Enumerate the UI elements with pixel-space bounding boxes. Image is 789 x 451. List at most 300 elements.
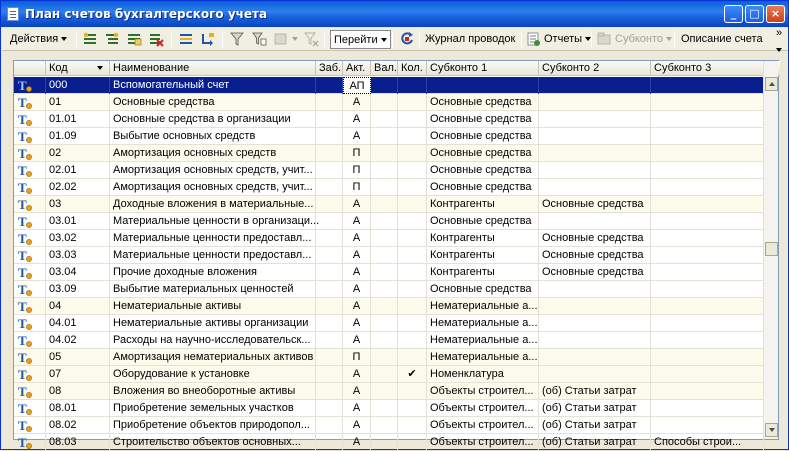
subconto-2-cell[interactable] [539,213,651,230]
name-cell[interactable]: Приобретение объектов природопол... [110,417,316,434]
column-header-subconto-1[interactable]: Субконто 1 [427,61,539,76]
name-cell[interactable]: Нематериальные активы [110,298,316,315]
name-cell[interactable]: Материальные ценности предоставл... [110,247,316,264]
subconto-3-cell[interactable] [651,332,764,349]
off-balance-cell[interactable] [316,162,343,179]
svg-text:T: T [18,163,27,178]
account-type-cell[interactable] [14,281,46,298]
subconto-2-cell[interactable]: (об) Статьи затрат [539,417,651,434]
scroll-up-button[interactable] [765,77,778,91]
subconto-2-cell[interactable] [539,77,651,94]
currency-cell[interactable] [371,179,398,196]
svg-text:T: T [18,78,27,93]
title-bar[interactable] [1,1,788,27]
quantity-cell[interactable] [398,77,427,94]
subconto-3-cell[interactable] [651,349,764,366]
off-balance-cell[interactable] [316,417,343,434]
subconto-1-cell[interactable]: Основные средства [427,111,539,128]
code-cell[interactable]: 03.03 [46,247,110,264]
subconto-1-cell[interactable]: Основные средства [427,128,539,145]
subconto-menu-button[interactable] [613,30,674,49]
quantity-cell[interactable] [398,417,427,434]
name-cell[interactable]: Амортизация основных средств, учит... [110,179,316,196]
code-cell[interactable]: 08.02 [46,417,110,434]
subconto-2-cell[interactable] [539,315,651,332]
add-group-icon[interactable] [104,31,120,47]
off-balance-cell[interactable] [316,434,343,451]
name-cell[interactable]: Расходы на научно-исследовательск... [110,332,316,349]
name-cell[interactable]: Амортизация основных средств, учит... [110,162,316,179]
subconto-3-cell[interactable] [651,315,764,332]
off-balance-cell[interactable] [316,400,343,417]
sort-icon[interactable] [178,31,194,47]
account-description-button[interactable]: Описание счета [681,33,763,45]
name-cell[interactable]: Амортизация нематериальных активов [110,349,316,366]
subconto-3-cell[interactable] [651,196,764,213]
name-cell[interactable]: Оборудование к установке [110,366,316,383]
currency-cell[interactable] [371,383,398,400]
code-cell[interactable]: 08.03 [46,434,110,451]
account-type-cell[interactable] [14,366,46,383]
off-balance-cell[interactable] [316,94,343,111]
subconto-3-cell[interactable] [651,162,764,179]
currency-cell[interactable] [371,162,398,179]
code-cell[interactable]: 05 [46,349,110,366]
subconto-2-cell[interactable]: Основные средства [539,196,651,213]
table-row[interactable] [14,213,764,230]
subconto-1-cell[interactable] [427,77,539,94]
toolbar-separator [521,31,522,48]
quantity-cell[interactable] [398,434,427,451]
off-balance-cell[interactable] [316,298,343,315]
quantity-cell[interactable] [398,179,427,196]
currency-cell[interactable] [371,349,398,366]
quantity-cell[interactable] [398,162,427,179]
name-cell[interactable]: Приобретение земельных участков [110,400,316,417]
account-type-cell[interactable] [14,128,46,145]
off-balance-cell[interactable] [316,196,343,213]
active-cell[interactable]: А [343,230,371,247]
currency-cell[interactable] [371,417,398,434]
subconto-2-cell[interactable]: Основные средства [539,230,651,247]
table-row[interactable] [14,400,764,417]
currency-cell[interactable] [371,128,398,145]
subconto-2-cell[interactable] [539,332,651,349]
subconto-1-cell[interactable]: Основные средства [427,213,539,230]
icon-column-header[interactable] [14,61,46,76]
quantity-cell[interactable] [398,247,427,264]
quantity-cell[interactable] [398,94,427,111]
table-row[interactable] [14,298,764,315]
subconto-1-cell[interactable]: Объекты строител... [427,417,539,434]
code-cell[interactable]: 02.02 [46,179,110,196]
subconto-2-cell[interactable]: Основные средства [539,247,651,264]
subconto-3-cell[interactable] [651,94,764,111]
column-header-off-balance[interactable]: Заб. [316,61,343,76]
active-cell[interactable]: А [343,111,371,128]
quantity-cell[interactable] [398,264,427,281]
table-row[interactable] [14,332,764,349]
maximize-button[interactable]: □ [745,5,764,23]
journal-button[interactable]: Журнал проводок [425,33,516,45]
currency-cell[interactable] [371,94,398,111]
account-type-cell[interactable] [14,247,46,264]
svg-text:T: T [18,146,27,161]
table-row[interactable] [14,434,764,451]
subconto-3-cell[interactable] [651,366,764,383]
subconto-2-cell[interactable] [539,162,651,179]
table-row[interactable] [14,77,764,94]
currency-cell[interactable] [371,230,398,247]
table-row[interactable] [14,264,764,281]
subconto-2-cell[interactable] [539,128,651,145]
subconto-3-cell[interactable] [651,145,764,162]
quantity-cell[interactable] [398,111,427,128]
account-type-cell[interactable] [14,349,46,366]
subconto-3-cell[interactable] [651,230,764,247]
quantity-cell[interactable] [398,196,427,213]
name-cell[interactable]: Выбытие основных средств [110,128,316,145]
column-header-currency[interactable]: Вал. [371,61,398,76]
subconto-1-cell[interactable]: Объекты строител... [427,383,539,400]
off-balance-cell[interactable] [316,179,343,196]
off-balance-cell[interactable] [316,383,343,400]
toolbar-overflow-button[interactable]: » [776,27,783,39]
toolbar-separator [419,31,420,48]
subconto-3-cell[interactable] [651,417,764,434]
filter-by-value-icon[interactable] [251,31,267,47]
code-cell[interactable]: 03.02 [46,230,110,247]
clear-filter-icon[interactable] [303,31,319,47]
currency-cell[interactable] [371,315,398,332]
account-icon [17,215,33,228]
off-balance-cell[interactable] [316,145,343,162]
filter-history-dropdown[interactable] [289,30,298,49]
subconto-3-cell[interactable] [651,247,764,264]
active-cell[interactable]: А [343,247,371,264]
close-button[interactable]: × [766,5,785,23]
table-row[interactable] [14,162,764,179]
currency-cell[interactable] [371,281,398,298]
active-cell[interactable]: А [343,315,371,332]
subconto-3-cell[interactable] [651,213,764,230]
code-cell[interactable]: 04.01 [46,315,110,332]
svg-text:T: T [18,95,27,110]
subconto-1-cell[interactable]: Номенклатура [427,366,539,383]
subconto-2-cell[interactable] [539,145,651,162]
column-header-name[interactable]: Наименование [110,61,316,76]
name-cell[interactable]: Нематериальные активы организации [110,315,316,332]
subconto-1-cell[interactable]: Контрагенты [427,230,539,247]
name-cell[interactable]: Выбытие материальных ценностей [110,281,316,298]
name-cell[interactable]: Основные средства в организации [110,111,316,128]
active-cell[interactable]: А [343,298,371,315]
hierarchy-icon[interactable] [200,31,216,47]
quantity-cell[interactable] [398,315,427,332]
account-icon [17,368,33,381]
account-type-cell[interactable] [14,213,46,230]
code-cell[interactable]: 04 [46,298,110,315]
active-cell[interactable]: А [343,94,371,111]
account-type-cell[interactable] [14,179,46,196]
off-balance-cell[interactable] [316,281,343,298]
scroll-thumb[interactable] [765,242,778,256]
table-row[interactable] [14,383,764,400]
table-row[interactable] [14,230,764,247]
refresh-icon[interactable] [399,31,415,47]
subconto-3-cell[interactable] [651,281,764,298]
toolbar-separator [171,31,172,48]
code-cell[interactable]: 02.01 [46,162,110,179]
currency-cell[interactable] [371,332,398,349]
account-type-cell[interactable] [14,315,46,332]
name-cell[interactable]: Амортизация основных средств [110,145,316,162]
active-cell[interactable]: А [343,332,371,349]
quantity-cell[interactable] [398,400,427,417]
quantity-cell[interactable] [398,128,427,145]
currency-cell[interactable] [371,400,398,417]
subconto-2-cell[interactable]: (об) Статьи затрат [539,383,651,400]
subconto-3-cell[interactable] [651,383,764,400]
table-row[interactable] [14,417,764,434]
account-icon [17,300,33,313]
off-balance-cell[interactable] [316,128,343,145]
off-balance-cell[interactable] [316,213,343,230]
table-row[interactable] [14,179,764,196]
off-balance-cell[interactable] [316,111,343,128]
code-cell[interactable]: 02 [46,145,110,162]
add-item-icon[interactable] [82,31,98,47]
subconto-2-cell[interactable]: (об) Статьи затрат [539,400,651,417]
filter-icon[interactable] [229,31,245,47]
subconto-1-cell[interactable]: Нематериальные а... [427,298,539,315]
currency-cell[interactable] [371,264,398,281]
toolbar-separator [674,31,675,48]
account-type-cell[interactable] [14,264,46,281]
actions-label: Действия [10,33,59,45]
table-row[interactable] [14,281,764,298]
account-type-cell[interactable] [14,230,46,247]
account-type-cell[interactable] [14,400,46,417]
quantity-cell[interactable] [398,281,427,298]
active-cell[interactable]: А [343,417,371,434]
table-row[interactable] [14,145,764,162]
account-type-cell[interactable] [14,111,46,128]
svg-text:T: T [18,282,27,297]
subconto-1-cell[interactable]: Основные средства [427,94,539,111]
quantity-cell[interactable] [398,145,427,162]
subconto-2-cell[interactable] [539,366,651,383]
subconto-3-cell[interactable]: Способы строи... [651,434,764,451]
active-cell[interactable]: А [343,400,371,417]
scroll-down-button[interactable] [765,423,778,437]
column-header-quantity[interactable]: Кол. [398,61,427,76]
off-balance-cell[interactable] [316,349,343,366]
subconto-3-cell[interactable] [651,298,764,315]
subconto-2-cell[interactable]: Основные средства [539,264,651,281]
table-row[interactable] [14,349,764,366]
subconto-2-cell[interactable] [539,94,651,111]
toolbar-separator [222,31,223,48]
active-cell[interactable]: А [343,434,371,451]
subconto-3-cell[interactable] [651,111,764,128]
code-cell[interactable]: 03.09 [46,281,110,298]
subconto-2-cell[interactable] [539,111,651,128]
code-cell[interactable]: 01.09 [46,128,110,145]
subconto-3-cell[interactable] [651,400,764,417]
code-cell[interactable]: 01 [46,94,110,111]
subconto-2-cell[interactable] [539,349,651,366]
subconto-2-cell[interactable] [539,298,651,315]
account-type-cell[interactable] [14,77,46,94]
subconto-1-cell[interactable]: Объекты строител... [427,434,539,451]
name-cell[interactable]: Материальные ценности предоставл... [110,230,316,247]
account-icon [17,147,33,160]
subconto-1-cell[interactable]: Нематериальные а... [427,349,539,366]
quantity-cell[interactable] [398,332,427,349]
account-type-cell[interactable] [14,332,46,349]
table-row[interactable] [14,128,764,145]
currency-cell[interactable] [371,213,398,230]
active-cell[interactable]: П [343,349,371,366]
subconto-1-cell[interactable]: Контрагенты [427,264,539,281]
table-row[interactable] [14,111,764,128]
subconto-1-cell[interactable]: Контрагенты [427,247,539,264]
table-row[interactable] [14,315,764,332]
code-cell[interactable]: 07 [46,366,110,383]
table-row[interactable] [14,366,764,383]
quantity-cell[interactable] [398,230,427,247]
code-cell[interactable]: 08.01 [46,400,110,417]
active-cell[interactable]: А [343,128,371,145]
column-header-subconto-2[interactable]: Субконто 2 [539,61,651,76]
currency-cell[interactable] [371,247,398,264]
vertical-scrollbar[interactable] [763,61,778,439]
table-row[interactable] [14,94,764,111]
name-cell[interactable]: Строительство объектов основных... [110,434,316,451]
active-cell[interactable]: АП [343,77,371,94]
subconto-1-cell[interactable]: Контрагенты [427,196,539,213]
subconto-1-cell[interactable]: Основные средства [427,179,539,196]
column-header-subconto-3[interactable]: Субконто 3 [651,61,764,76]
account-type-cell[interactable] [14,383,46,400]
active-cell[interactable]: П [343,179,371,196]
off-balance-cell[interactable] [316,77,343,94]
minimize-button[interactable]: _ [724,5,743,23]
active-cell[interactable]: А [343,196,371,213]
account-type-cell[interactable] [14,434,46,451]
active-cell[interactable]: А [343,213,371,230]
column-header-code[interactable]: Код [46,61,110,76]
currency-cell[interactable] [371,298,398,315]
account-type-cell[interactable] [14,196,46,213]
currency-cell[interactable] [371,77,398,94]
accounts-table[interactable] [13,60,779,450]
account-type-cell[interactable] [14,298,46,315]
subconto-1-cell[interactable]: Основные средства [427,145,539,162]
name-cell[interactable]: Основные средства [110,94,316,111]
account-type-cell[interactable] [14,94,46,111]
quantity-cell[interactable] [398,213,427,230]
code-cell[interactable]: 01.01 [46,111,110,128]
off-balance-cell[interactable] [316,264,343,281]
code-cell[interactable]: 000 [46,77,110,94]
quantity-cell[interactable] [398,349,427,366]
svg-text:T: T [18,418,27,433]
subconto-3-cell[interactable] [651,264,764,281]
currency-cell[interactable] [371,434,398,451]
active-cell[interactable]: А [343,264,371,281]
goto-menu-button[interactable] [330,30,391,49]
subconto-1-cell[interactable]: Основные средства [427,162,539,179]
subconto-2-cell[interactable]: (об) Статьи затрат [539,434,651,451]
name-cell[interactable]: Доходные вложения в материальные... [110,196,316,213]
account-type-cell[interactable] [14,162,46,179]
toolbar-overflow-dropdown[interactable] [776,41,782,60]
subconto-1-cell[interactable]: Нематериальные а... [427,315,539,332]
svg-text:T: T [18,129,27,144]
currency-cell[interactable] [371,111,398,128]
actions-menu-button[interactable] [8,30,69,49]
off-balance-cell[interactable] [316,332,343,349]
account-icon [17,181,33,194]
copy-item-icon[interactable] [126,31,142,47]
off-balance-cell[interactable] [316,315,343,332]
active-cell[interactable]: А [343,383,371,400]
filter-history-icon[interactable] [273,31,289,47]
subconto-1-cell[interactable]: Нематериальные а... [427,332,539,349]
reports-label: Отчеты [544,33,583,45]
subconto-3-cell[interactable] [651,77,764,94]
quantity-cell[interactable]: ✔ [398,366,427,383]
subconto-3-cell[interactable] [651,128,764,145]
column-header-active[interactable]: Акт. [343,61,371,76]
currency-cell[interactable] [371,366,398,383]
code-cell[interactable]: 03 [46,196,110,213]
code-cell[interactable]: 08 [46,383,110,400]
active-cell[interactable]: П [343,145,371,162]
subconto-3-cell[interactable] [651,179,764,196]
subconto-1-cell[interactable]: Объекты строител... [427,400,539,417]
quantity-cell[interactable] [398,298,427,315]
quantity-cell[interactable] [398,383,427,400]
name-cell[interactable]: Прочие доходные вложения [110,264,316,281]
currency-cell[interactable] [371,145,398,162]
subconto-2-cell[interactable] [539,281,651,298]
account-type-cell[interactable] [14,145,46,162]
table-row[interactable] [14,247,764,264]
name-cell[interactable]: Вложения во внеоборотные активы [110,383,316,400]
table-row[interactable] [14,196,764,213]
name-cell[interactable]: Материальные ценности в организаци... [110,213,316,230]
active-cell[interactable]: П [343,162,371,179]
code-cell[interactable]: 03.01 [46,213,110,230]
active-cell[interactable]: А [343,281,371,298]
reports-menu-button[interactable] [542,30,593,49]
off-balance-cell[interactable] [316,247,343,264]
code-cell[interactable]: 04.02 [46,332,110,349]
currency-cell[interactable] [371,196,398,213]
delete-item-icon[interactable] [148,31,164,47]
subconto-2-cell[interactable] [539,179,651,196]
active-cell[interactable]: А [343,366,371,383]
subconto-1-cell[interactable]: Основные средства [427,281,539,298]
name-cell[interactable]: Вспомогательный счет [110,77,316,94]
off-balance-cell[interactable] [316,366,343,383]
code-cell[interactable]: 03.04 [46,264,110,281]
account-type-cell[interactable] [14,417,46,434]
off-balance-cell[interactable] [316,230,343,247]
